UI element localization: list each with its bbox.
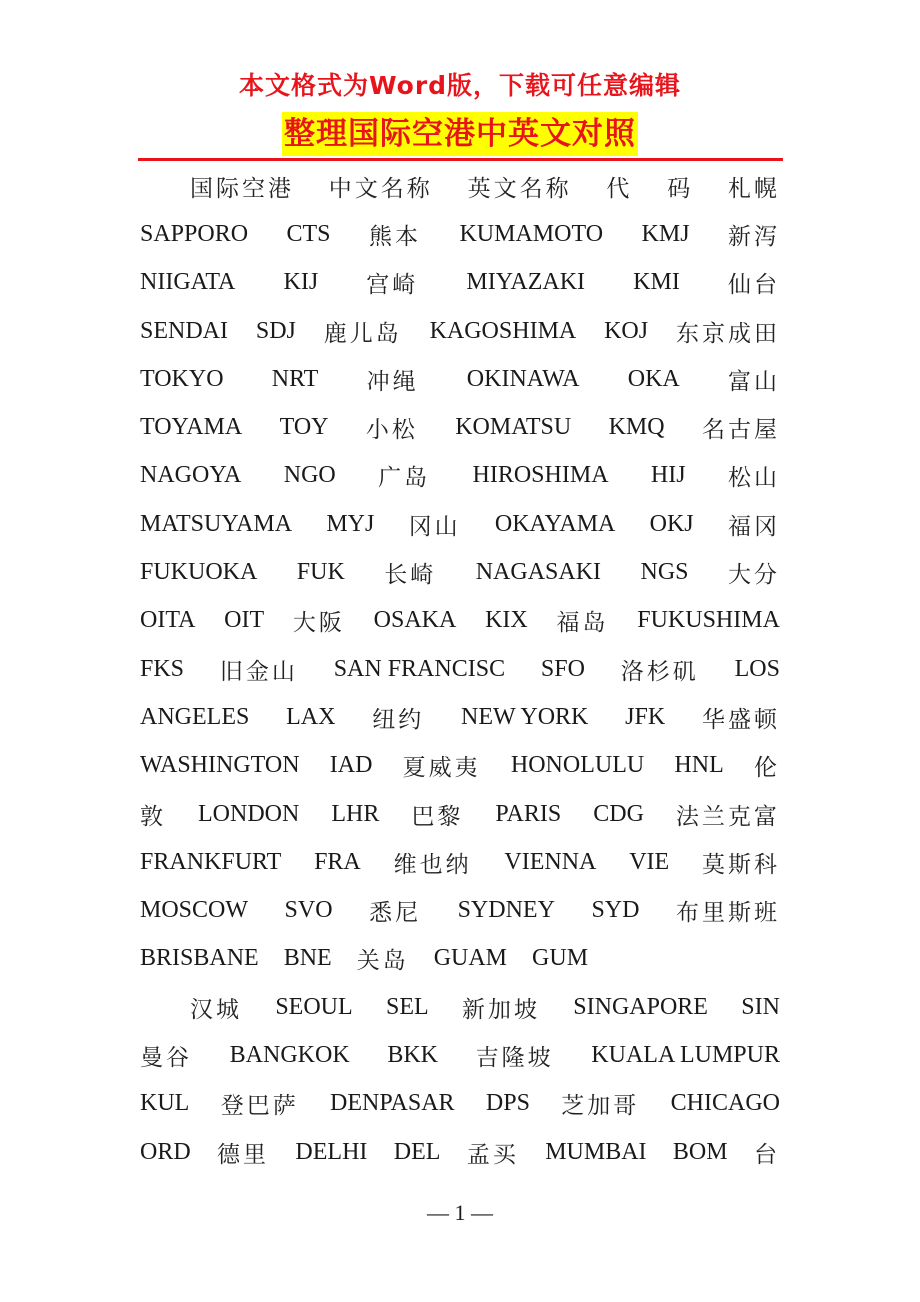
english-term: SEL — [385, 993, 429, 1020]
english-term: KIX — [485, 607, 528, 634]
chinese-term: 富山 — [727, 368, 780, 395]
english-term: BKK — [387, 1041, 438, 1068]
chinese-term: 悉尼 — [369, 900, 422, 927]
text-line — [140, 162, 780, 210]
text-line — [140, 693, 780, 741]
english-term: KOJ — [604, 317, 649, 344]
chinese-term: 鹿儿岛 — [323, 320, 402, 347]
chinese-term: 登巴萨 — [220, 1093, 299, 1120]
english-term: SYD — [591, 897, 640, 924]
english-term: NRT — [271, 365, 319, 392]
chinese-term: 旧金山 — [219, 658, 298, 685]
english-term: LONDON — [198, 800, 300, 827]
chinese-term: 巴黎 — [411, 803, 464, 830]
english-term: OSAKA — [373, 607, 457, 634]
text-line — [140, 983, 780, 1031]
paragraph — [140, 162, 780, 983]
english-term: ORD — [140, 1138, 191, 1165]
english-term: KAGOSHIMA — [429, 317, 577, 344]
chinese-term: 码 — [667, 175, 694, 202]
english-term: KMI — [633, 269, 680, 296]
chinese-term: 新泻 — [728, 223, 780, 250]
english-term: ANGELES — [140, 703, 250, 730]
english-term: OITA — [140, 607, 196, 634]
english-term: NAGOYA — [140, 462, 242, 489]
english-term: FUKUOKA — [140, 559, 258, 586]
text-line — [140, 259, 780, 307]
english-term: CHICAGO — [670, 1090, 780, 1117]
text-line — [140, 790, 780, 838]
chinese-term: 名古屋 — [701, 417, 780, 444]
english-term: NEW YORK — [461, 703, 589, 730]
english-term: HONOLULU — [510, 752, 645, 779]
text-line — [140, 935, 780, 983]
chinese-term: 新加坡 — [461, 996, 540, 1023]
text-line — [140, 210, 780, 258]
english-term: SAN FRANCISC — [333, 655, 506, 682]
text-line — [140, 307, 780, 355]
english-term: TOYAMA — [140, 414, 243, 441]
chinese-term: 长崎 — [384, 562, 437, 589]
english-term: FRA — [314, 848, 361, 875]
chinese-term: 冈山 — [408, 513, 461, 540]
english-term: FUKUSHIMA — [637, 607, 780, 634]
english-term: FRANKFURT — [140, 848, 282, 875]
chinese-term: 国际空港 — [190, 175, 294, 202]
text-line — [140, 645, 780, 693]
text-line — [140, 886, 780, 934]
chinese-term: 札幌 — [727, 175, 780, 202]
chinese-term: 小松 — [365, 417, 418, 444]
airport-list-body — [140, 162, 780, 1176]
english-term: NIIGATA — [140, 269, 236, 296]
english-term: TOY — [279, 414, 329, 441]
english-term: VIE — [629, 848, 670, 875]
english-term: SFO — [540, 655, 585, 682]
english-term: FUK — [296, 559, 345, 586]
english-term: NGO — [283, 462, 336, 489]
chinese-term: 莫斯科 — [701, 851, 780, 878]
english-term: SVO — [284, 897, 333, 924]
text-line — [140, 403, 780, 451]
english-term: GUAM — [433, 945, 508, 972]
english-term: OKINAWA — [466, 365, 580, 392]
text-line — [140, 452, 780, 500]
chinese-term: 英文名称 — [467, 175, 572, 202]
chinese-term: 芝加哥 — [561, 1093, 640, 1120]
english-term: LOS — [734, 655, 780, 682]
text-line — [140, 1128, 780, 1176]
english-term: GUM — [532, 945, 589, 972]
english-term: JFK — [625, 703, 666, 730]
english-term: SAPPORO — [140, 220, 249, 247]
text-line — [140, 1080, 780, 1128]
english-term: KOMATSU — [455, 414, 572, 441]
english-term: LAX — [286, 703, 336, 730]
chinese-term: 代 — [606, 175, 633, 202]
english-term: KUALA LUMPUR — [591, 1041, 780, 1068]
english-term: OKAYAMA — [494, 510, 616, 537]
english-term: MUMBAI — [545, 1138, 647, 1165]
page-number: — 1 — — [427, 1200, 493, 1225]
english-term: SYDNEY — [457, 897, 555, 924]
english-term: NGS — [640, 559, 689, 586]
english-term: OKA — [627, 365, 680, 392]
english-term: BNE — [283, 945, 332, 972]
english-term: CTS — [286, 220, 331, 247]
chinese-term: 关岛 — [356, 948, 409, 975]
chinese-term: 夏威夷 — [402, 755, 481, 782]
chinese-term: 东京成田 — [675, 320, 780, 347]
english-term: BRISBANE — [140, 945, 259, 972]
english-term: HIROSHIMA — [472, 462, 609, 489]
english-term: OKJ — [649, 510, 694, 537]
chinese-term: 曼谷 — [140, 1044, 192, 1071]
text-line — [140, 355, 780, 403]
chinese-term: 冲绳 — [366, 368, 419, 395]
chinese-term: 吉隆坡 — [475, 1044, 554, 1071]
text-line — [140, 548, 780, 596]
chinese-term: 伦 — [753, 755, 780, 782]
english-term: LHR — [331, 800, 380, 827]
english-term: SENDAI — [140, 317, 228, 344]
english-term: HIJ — [650, 462, 686, 489]
english-term: CDG — [593, 800, 644, 827]
english-term: KUL — [140, 1090, 190, 1117]
english-term: MYJ — [326, 510, 375, 537]
english-term: BOM — [672, 1138, 728, 1165]
chinese-term: 台 — [753, 1141, 780, 1168]
chinese-term: 仙台 — [727, 272, 780, 299]
chinese-term: 中文名称 — [328, 175, 433, 202]
chinese-term: 纽约 — [372, 706, 425, 733]
english-term: TOKYO — [140, 365, 224, 392]
chinese-term: 德里 — [217, 1141, 270, 1168]
chinese-term: 广岛 — [378, 465, 431, 492]
text-line — [140, 500, 780, 548]
chinese-term: 维也纳 — [393, 851, 472, 878]
chinese-term: 布里斯班 — [675, 900, 780, 927]
english-term: FKS — [140, 655, 185, 682]
chinese-term: 孟买 — [466, 1141, 519, 1168]
english-term: SINGAPORE — [573, 993, 708, 1020]
chinese-term: 大阪 — [292, 610, 345, 637]
english-term: KUMAMOTO — [459, 220, 604, 247]
english-term: MOSCOW — [140, 897, 249, 924]
english-term: NAGASAKI — [475, 559, 602, 586]
chinese-term: 华盛顿 — [702, 706, 780, 733]
text-line — [140, 742, 780, 790]
title-underline-rule — [138, 158, 783, 161]
english-term: SDJ — [255, 317, 296, 344]
chinese-term: 敦 — [140, 803, 166, 830]
chinese-term: 大分 — [727, 562, 780, 589]
english-term: DELHI — [295, 1138, 368, 1165]
chinese-term: 福岛 — [556, 610, 609, 637]
english-term: MIYAZAKI — [466, 269, 586, 296]
english-term: DPS — [485, 1090, 530, 1117]
paragraph — [140, 983, 780, 1176]
english-term: HNL — [674, 752, 724, 779]
chinese-term: 宫崎 — [366, 272, 419, 299]
english-term: PARIS — [495, 800, 562, 827]
english-term: KMQ — [608, 414, 665, 441]
document-title: 整理国际空港中英文对照 — [282, 112, 638, 156]
text-line — [140, 597, 780, 645]
format-banner: 本文格式为Word版，下载可任意编辑 — [238, 71, 682, 100]
english-term: WASHINGTON — [140, 752, 300, 779]
english-term: VIENNA — [504, 848, 597, 875]
english-term: SIN — [741, 993, 780, 1020]
english-term: KMJ — [641, 220, 690, 247]
english-term: DENPASAR — [330, 1090, 455, 1117]
chinese-term: 汉城 — [190, 996, 242, 1023]
chinese-term: 松山 — [727, 465, 780, 492]
english-term: OIT — [224, 607, 265, 634]
text-line — [140, 1031, 780, 1079]
chinese-term: 熊本 — [369, 223, 421, 250]
english-term: KIJ — [283, 269, 319, 296]
title-container — [0, 112, 920, 156]
english-term: DEL — [393, 1138, 441, 1165]
english-term: MATSUYAMA — [140, 510, 293, 537]
english-term: IAD — [329, 752, 373, 779]
english-term: SEOUL — [275, 993, 353, 1020]
text-line — [140, 838, 780, 886]
english-term: BANGKOK — [229, 1041, 350, 1068]
chinese-term: 福冈 — [727, 513, 780, 540]
chinese-term: 洛杉矶 — [620, 658, 699, 685]
chinese-term: 法兰克富 — [675, 803, 780, 830]
